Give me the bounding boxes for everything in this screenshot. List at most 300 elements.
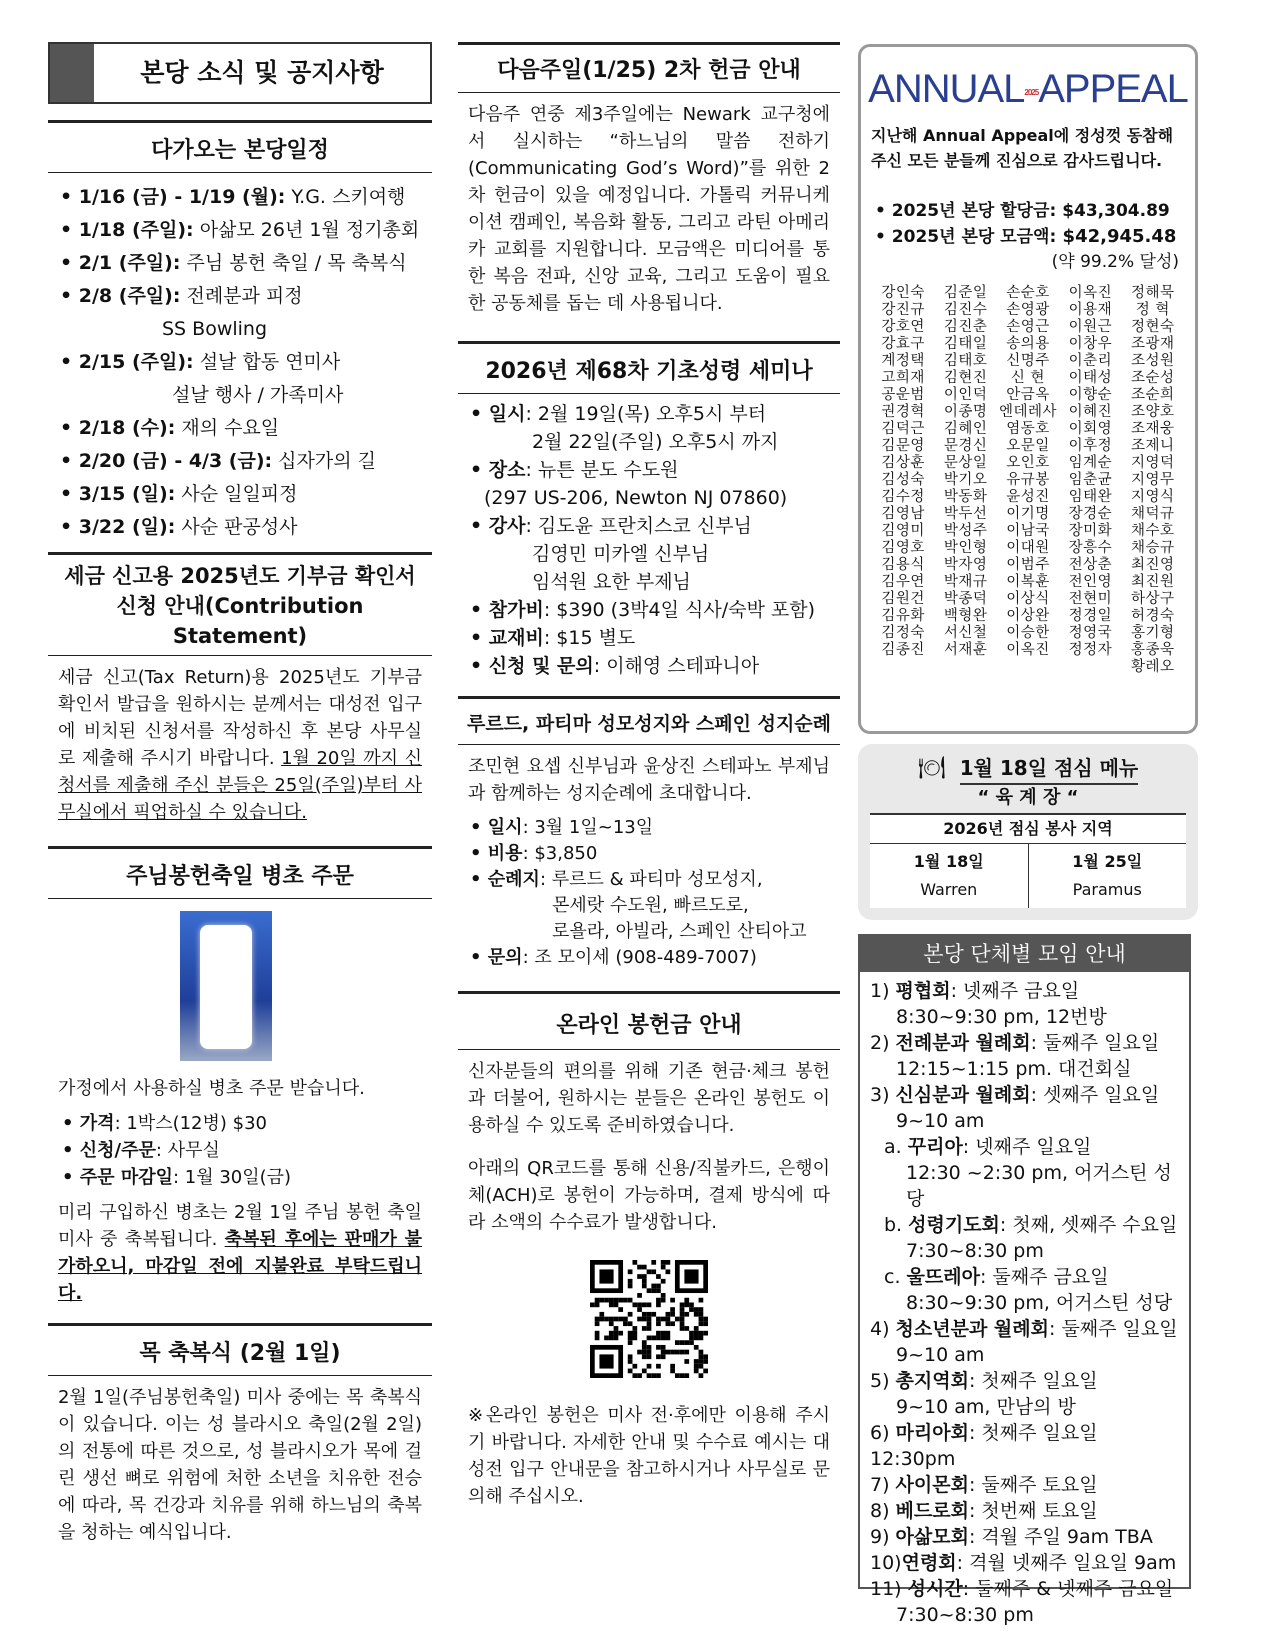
donor-name: 신 현 xyxy=(1010,370,1046,386)
donor-name: 전인영 xyxy=(1068,574,1113,590)
group-number: c. xyxy=(884,1266,907,1288)
group-row xyxy=(870,1316,1179,1342)
group-row xyxy=(870,1576,1179,1602)
group-name: 마리아회 xyxy=(895,1422,969,1444)
group-row xyxy=(870,1602,1179,1628)
detail-key: 신청 및 문의 xyxy=(488,655,594,677)
donor-name: 조순희 xyxy=(1131,387,1175,403)
candle-details xyxy=(48,1110,432,1191)
donor-name: 이상식 xyxy=(1006,591,1050,607)
donor-name: 김혜인 xyxy=(943,421,988,437)
group-number: 11) xyxy=(870,1578,908,1600)
schedule-item xyxy=(60,214,432,247)
raised-value: $42,945.48 xyxy=(1056,226,1177,247)
detail-row xyxy=(458,867,840,893)
tax-title xyxy=(48,555,432,655)
donor-name: 정현숙 xyxy=(1131,319,1175,335)
group-name: 청소년분과 월례회 xyxy=(895,1318,1049,1340)
detail-row xyxy=(458,919,840,945)
donor-name: 임계순 xyxy=(1068,455,1113,471)
candle-item xyxy=(62,1110,432,1137)
schedule-bullet xyxy=(60,450,79,472)
dining-icon: 🍽 xyxy=(917,756,946,781)
group-name: 베드로회 xyxy=(895,1500,969,1522)
schedule-item xyxy=(60,346,432,379)
donor-name: 신명주 xyxy=(1006,353,1050,369)
schedule-date: 3/15 (일): xyxy=(78,483,176,505)
detail-row xyxy=(458,841,840,867)
bullet xyxy=(62,1113,80,1134)
group-name: 성시간 xyxy=(907,1578,963,1600)
group-row xyxy=(870,1550,1179,1576)
tax-title-line2: 신청 안내(Contribution Statement) xyxy=(116,594,364,648)
schedule-item xyxy=(60,445,432,478)
bullet xyxy=(470,817,488,838)
detail-key: 순례지 xyxy=(487,869,540,890)
detail-row xyxy=(458,484,840,512)
tax-body-underlined: 1월 20일 까지 신청서를 제출해 주신 분들은 25일(주일)부터 사무실에서 픽업하실 수 있습니다. xyxy=(58,748,422,823)
appeal-thanks: 지난해 Annual Appeal에 정성껏 동참해 주신 모든 분들께 진심으로 감사드립니다. xyxy=(871,126,1174,170)
group-name: 사이몬회 xyxy=(895,1474,969,1496)
lunch-box xyxy=(858,744,1198,920)
detail-value: : 김도윤 프란치스코 신부님 xyxy=(525,515,752,537)
donor-name: 최진영 xyxy=(1131,557,1175,573)
donor-name: 강진규 xyxy=(881,302,925,318)
banner-accent xyxy=(50,44,94,102)
donor-name: 김태일 xyxy=(943,336,988,352)
group-number: 6) xyxy=(870,1422,896,1444)
logo-annual: ANNUAL xyxy=(868,67,1025,111)
donor-name: 장흥수 xyxy=(1068,540,1113,556)
tax-section xyxy=(48,552,432,834)
detail-key: 강사 xyxy=(488,515,526,537)
donor-name: 이혜진 xyxy=(1068,404,1113,420)
bullet xyxy=(470,869,488,890)
donor-name: 조광재 xyxy=(1131,336,1175,352)
schedule-bullet xyxy=(60,351,79,373)
donor-name: 김태호 xyxy=(943,353,988,369)
detail-row xyxy=(458,945,840,971)
schedule-title: 다가오는 본당일정 xyxy=(151,138,329,163)
schedule-item xyxy=(60,313,432,346)
schedule-text: 전례분과 피정 xyxy=(180,285,303,307)
online-p3: ※온라인 봉헌은 미사 전·후에만 이용해 주시기 바랍니다. 자세한 안내 및 수수료 예시는 대성전 입구 안내문을 참고하시거나 사무실로 문의해 주십시오. xyxy=(468,1405,830,1507)
donor-name: 김용식 xyxy=(881,557,925,573)
detail-value: : 이해영 스테파니아 xyxy=(593,655,760,677)
donor-name: 김영미 xyxy=(881,523,925,539)
donor-name: 이범주 xyxy=(1006,557,1050,573)
donor-name: 이원근 xyxy=(1068,319,1113,335)
group-name: 전례분과 월례회 xyxy=(895,1032,1031,1054)
donor-name: 강인숙 xyxy=(881,285,925,301)
groups-list xyxy=(860,972,1189,1634)
donor-name: 오문일 xyxy=(1006,438,1050,454)
pilgrimage-intro: 조민현 요셉 신부님과 윤상진 스테파노 부제님과 함께하는 성지순례에 초대합니다. xyxy=(468,756,830,804)
group-schedule: : 넷째주 금요일 xyxy=(950,980,1080,1002)
banner-title: 본당 소식 및 공지사항 xyxy=(140,58,384,87)
lunch-dish: “ 육 계 장 “ xyxy=(977,787,1079,808)
donor-name: 김원건 xyxy=(881,591,925,607)
detail-row xyxy=(458,400,840,428)
group-schedule: 8:30~9:30 pm, 어거스틴 성당 xyxy=(906,1292,1173,1314)
lunch-col xyxy=(870,844,1029,908)
group-schedule: 12:15~1:15 pm. 대건회실 xyxy=(896,1058,1132,1080)
candle-section xyxy=(48,846,432,1315)
schedule-text: 십자가의 길 xyxy=(272,450,376,472)
donor-name: 유규봉 xyxy=(1006,472,1050,488)
schedule-date: 2/8 (주일): xyxy=(78,285,181,307)
donor-name: 이춘리 xyxy=(1068,353,1113,369)
schedule-text: 설날 행사 / 가족미사 xyxy=(172,384,344,406)
donor-name: 정 혁 xyxy=(1135,302,1170,318)
donor-name: 박종덕 xyxy=(943,591,988,607)
lunch-table xyxy=(870,813,1186,908)
online-p1: 신자분들의 편의를 위해 기존 현금·체크 봉헌과 더불어, 원하시는 분들은 온라인 봉헌도 이용하실 수 있도록 준비하였습니다. xyxy=(468,1061,830,1136)
schedule-date: 2/15 (주일): xyxy=(78,351,194,373)
appeal-percent: (약 99.2% 달성) xyxy=(1051,252,1179,272)
assessment-label: 2025년 본당 할당금: xyxy=(891,201,1057,221)
lunch-date: 1월 18일 xyxy=(913,852,984,871)
schedule-text: 설날 합동 연미사 xyxy=(193,351,341,373)
logo-year: 2025 xyxy=(1024,88,1039,97)
group-number: 1) xyxy=(870,980,896,1002)
donor-name: 김진수 xyxy=(943,302,988,318)
group-schedule: : 첫째, 셋째주 수요일 xyxy=(999,1214,1178,1236)
lunch-header xyxy=(870,752,1186,785)
detail-value: : $15 별도 xyxy=(543,627,636,649)
group-row xyxy=(870,1368,1179,1394)
donor-name: 염동호 xyxy=(1006,421,1050,437)
candle-note xyxy=(48,1191,432,1315)
candle-item xyxy=(62,1164,432,1191)
bullet xyxy=(470,459,489,481)
donor-name: 김수정 xyxy=(881,489,925,505)
donor-name: 허경숙 xyxy=(1131,608,1175,624)
pilgrimage-details xyxy=(458,815,840,971)
schedule-bullet xyxy=(60,219,79,241)
group-schedule: : 격월 주일 9am TBA xyxy=(968,1526,1153,1548)
raised-line xyxy=(875,224,1185,250)
group-number: 4) xyxy=(870,1318,896,1340)
group-row xyxy=(870,1056,1179,1082)
detail-row xyxy=(458,815,840,841)
donor-name: 이인덕 xyxy=(943,387,988,403)
donor-name: 윤성진 xyxy=(1006,489,1050,505)
tax-body xyxy=(48,656,432,834)
tax-body-text: 세금 신고(Tax Return)용 2025년도 기부금 확인서 발급을 원하시는 분께서는 대성전 입구에 비치된 신청서를 작성하신 후 본당 사무실로 제출해 주시기 바랍니다. xyxy=(58,667,422,769)
schedule-date: 1/16 (금) - 1/19 (월): xyxy=(78,186,286,208)
donor-name: 이옥진 xyxy=(1006,642,1050,658)
detail-value: : $3,850 xyxy=(522,843,598,864)
group-number: 5) xyxy=(870,1370,896,1392)
detail-row xyxy=(458,624,840,652)
group-schedule: 8:30~9:30 pm, 12번방 xyxy=(896,1006,1107,1028)
donor-name: 이승한 xyxy=(1006,625,1050,641)
group-schedule: : 첫째주 일요일 xyxy=(968,1370,1098,1392)
detail-value: : 2월 19일(목) 오후5시 부터 xyxy=(525,403,767,425)
donor-name: 문경신 xyxy=(943,438,988,454)
appeal-figures xyxy=(861,173,1195,275)
group-number: 9) xyxy=(870,1526,896,1548)
detail-value: (297 US-206, Newton NJ 07860) xyxy=(484,487,788,509)
bullet xyxy=(470,655,489,677)
seminar-title: 2026년 제68차 기초성령 세미나 xyxy=(485,359,813,384)
schedule-item xyxy=(60,379,432,412)
donor-name: 지영식 xyxy=(1131,489,1175,505)
group-row xyxy=(870,1160,1179,1212)
schedule-bullet xyxy=(60,417,79,439)
detail-row xyxy=(458,652,840,680)
schedule-item xyxy=(60,412,432,445)
donor-name: 조성원 xyxy=(1131,353,1175,369)
seminar-section xyxy=(458,341,840,680)
group-row xyxy=(870,1238,1179,1264)
logo-appeal: APPEAL xyxy=(1038,67,1188,111)
donor-name: 김영남 xyxy=(881,506,925,522)
group-row xyxy=(870,1082,1179,1108)
donor-name: 조제니 xyxy=(1131,438,1175,454)
donor-name: 하상구 xyxy=(1131,591,1175,607)
donor-name: 장미화 xyxy=(1068,523,1113,539)
donor-name: 손순호 xyxy=(1006,285,1050,301)
schedule-bullet xyxy=(60,483,79,505)
donor-name: 문상일 xyxy=(943,455,988,471)
candle-item-value: : 1월 30일(금) xyxy=(173,1167,292,1188)
donor-name: 이회영 xyxy=(1068,421,1113,437)
group-number: 3) xyxy=(870,1084,896,1106)
donor-name: 채수호 xyxy=(1131,523,1175,539)
donor-name: 박인형 xyxy=(943,540,988,556)
detail-value: : 3월 1일~13일 xyxy=(522,817,654,838)
group-schedule: : 둘째주 토요일 xyxy=(968,1474,1098,1496)
donor-name: 서신철 xyxy=(943,625,988,641)
qr-code[interactable] xyxy=(590,1260,708,1378)
schedule-text: 아삶모 26년 1월 정기총회 xyxy=(193,219,420,241)
donor-name: 이대원 xyxy=(1006,540,1050,556)
group-row xyxy=(870,1212,1179,1238)
detail-value: : 루르드 & 파티마 성모성지, xyxy=(539,869,763,890)
group-name: 성령기도회 xyxy=(908,1214,1000,1236)
groups-box xyxy=(858,934,1191,1626)
donor-name xyxy=(998,659,1058,676)
group-name: 꾸리아 xyxy=(907,1136,963,1158)
detail-key: 문의 xyxy=(487,947,523,968)
detail-key: 일시 xyxy=(487,817,523,838)
donor-name: 임태완 xyxy=(1068,489,1113,505)
group-row xyxy=(870,1134,1179,1160)
donor-name xyxy=(1060,659,1120,676)
donor-name: 손영근 xyxy=(1006,319,1050,335)
groups-title: 본당 단체별 모임 안내 xyxy=(860,936,1189,972)
donor-name: 박재규 xyxy=(943,574,988,590)
bullet xyxy=(470,403,489,425)
group-number: 10) xyxy=(870,1552,902,1574)
lunch-table-title: 2026년 점심 봉사 지역 xyxy=(870,815,1186,844)
donor-name: 이종명 xyxy=(943,404,988,420)
donor-name: 홍종욱 xyxy=(1131,642,1175,658)
candle-item-key: 신청/주문 xyxy=(79,1140,156,1161)
schedule-bullet xyxy=(60,516,79,538)
donor-name: 지영무 xyxy=(1131,472,1175,488)
bullet xyxy=(470,599,489,621)
online-p2: 아래의 QR코드를 통해 신용/직불카드, 은행이체(ACH)로 봉헌이 가능하며, 결제 방식에 따라 소액의 수수료가 발생합니다. xyxy=(468,1158,830,1233)
detail-key: 참가비 xyxy=(488,599,544,621)
group-schedule: : 격월 넷째주 일요일 9am xyxy=(956,1552,1177,1574)
donor-name xyxy=(935,659,995,676)
schedule-text: Y.G. 스키여행 xyxy=(285,186,406,208)
detail-value: 임석원 요한 부제님 xyxy=(532,571,691,593)
candle-item xyxy=(62,1137,432,1164)
donor-name xyxy=(873,659,933,676)
donor-name: 전현미 xyxy=(1068,591,1113,607)
collection-title: 다음주일(1/25) 2차 헌금 안내 xyxy=(497,58,801,83)
donor-name: 김진춘 xyxy=(943,319,988,335)
throat-body: 2월 1일(주님봉헌축일) 미사 중에는 목 축복식이 있습니다. 이는 성 블라시오 축일(2월 2일)의 전통에 따른 것으로, 성 블라시오가 목에 걸린 생선 뼈로 위험에 처한 소년을 치유한 전승에 따라, 목 건강과 치유를 위해 하느님의 축복을 청하는 예식입니다. xyxy=(58,1387,422,1543)
schedule-bullet xyxy=(60,285,79,307)
group-row xyxy=(870,1394,1179,1420)
donor-name: 전상춘 xyxy=(1068,557,1113,573)
group-name: 연령회 xyxy=(901,1552,957,1574)
group-number: a. xyxy=(884,1136,908,1158)
donor-name: 이복훈 xyxy=(1006,574,1050,590)
schedule-text: 주님 봉헌 축일 / 목 축복식 xyxy=(180,252,407,274)
lunch-area: Warren xyxy=(920,880,978,899)
collection-section xyxy=(458,42,840,325)
group-schedule: : 첫째주 일요일 12:30pm xyxy=(870,1422,1098,1470)
group-schedule: : 셋째주 일요일 xyxy=(1030,1084,1160,1106)
donor-name: 김덕근 xyxy=(881,421,925,437)
candle-note-bold: 축복된 후에는 판매가 불가하오니, 마감일 전에 지불완료 부탁드립니다. xyxy=(58,1229,422,1304)
donor-name: 지영덕 xyxy=(1131,455,1175,471)
donor-name: 김문영 xyxy=(881,438,925,454)
group-schedule: : 둘째주 금요일 xyxy=(979,1266,1109,1288)
group-row xyxy=(870,1524,1179,1550)
group-number: 7) xyxy=(870,1474,896,1496)
candle-title: 주님봉헌축일 병초 주문 xyxy=(126,864,354,889)
schedule-item xyxy=(60,247,432,280)
detail-key: 비용 xyxy=(487,843,523,864)
right-column xyxy=(858,44,1198,1626)
donor-name: 서재훈 xyxy=(943,642,988,658)
schedule-date: 1/18 (주일): xyxy=(78,219,194,241)
group-number: b. xyxy=(884,1214,909,1236)
group-name: 총지역회 xyxy=(895,1370,969,1392)
donor-name: 박자영 xyxy=(943,557,988,573)
donor-name: 고희재 xyxy=(881,370,925,386)
donor-name: 김성숙 xyxy=(881,472,925,488)
donor-name: 백형완 xyxy=(943,608,988,624)
group-schedule: 9~10 am, 만남의 방 xyxy=(896,1396,1076,1418)
group-number: 2) xyxy=(870,1032,896,1054)
online-giving-section xyxy=(458,991,840,1518)
donor-name: 박기오 xyxy=(943,472,988,488)
lunch-title: 1월 18일 점심 메뉴 xyxy=(960,752,1139,785)
donor-name: 조양호 xyxy=(1131,404,1175,420)
bullet xyxy=(470,627,489,649)
group-schedule: : 첫번째 토요일 xyxy=(968,1500,1098,1522)
donor-name: 김상훈 xyxy=(881,455,925,471)
schedule-text: 재의 수요일 xyxy=(175,417,280,439)
donor-name: 박성주 xyxy=(943,523,988,539)
donor-name: 정영국 xyxy=(1068,625,1113,641)
donor-name: 김유화 xyxy=(881,608,925,624)
donor-name: 채승규 xyxy=(1131,540,1175,556)
bullet xyxy=(62,1140,80,1161)
seminar-details xyxy=(458,394,840,680)
donor-name: 김종진 xyxy=(881,642,925,658)
group-name: 울뜨레아 xyxy=(906,1266,980,1288)
donor-name: 공운범 xyxy=(881,387,925,403)
assessment-value: $43,304.89 xyxy=(1056,201,1170,221)
bullet xyxy=(62,1167,80,1188)
candle-intro: 가정에서 사용하실 병초 주문 받습니다. xyxy=(58,1078,365,1099)
tax-title-line1: 세금 신고용 2025년도 기부금 확인서 xyxy=(64,564,416,588)
group-row xyxy=(870,1108,1179,1134)
donor-name: 김준일 xyxy=(943,285,988,301)
detail-value: : $390 (3박4일 식사/숙박 포함) xyxy=(543,599,815,621)
donor-name: 김우연 xyxy=(881,574,925,590)
donor-name: 장경순 xyxy=(1068,506,1113,522)
pilgrimage-title: 루르드, 파티마 성모성지와 스페인 성지순례 xyxy=(466,713,832,735)
bullet xyxy=(470,947,488,968)
donor-name: 권경혁 xyxy=(881,404,925,420)
donor-name: 이기명 xyxy=(1006,506,1050,522)
pilgrimage-section xyxy=(458,696,840,971)
group-schedule: 7:30~8:30 pm xyxy=(906,1240,1044,1262)
lunch-col xyxy=(1029,844,1187,908)
schedule-list xyxy=(48,173,432,544)
detail-key: 일시 xyxy=(488,403,526,425)
group-row xyxy=(870,1290,1179,1316)
donor-name: 정정자 xyxy=(1068,642,1113,658)
detail-key: 장소 xyxy=(488,459,526,481)
schedule-item xyxy=(60,511,432,544)
raised-label: 2025년 본당 모금액: xyxy=(891,227,1057,247)
donor-name: 이남국 xyxy=(1006,523,1050,539)
lunch-table-cols xyxy=(870,844,1186,908)
throat-title: 목 축복식 (2월 1일) xyxy=(139,1341,341,1366)
donor-name: 최진원 xyxy=(1131,574,1175,590)
donor-name: 이상완 xyxy=(1006,608,1050,624)
left-column xyxy=(48,42,432,1554)
annual-appeal-box xyxy=(858,44,1198,734)
detail-row xyxy=(458,596,840,624)
donor-name: 김영호 xyxy=(881,540,925,556)
detail-key: 교재비 xyxy=(488,627,544,649)
donor-name: 박두선 xyxy=(943,506,988,522)
group-schedule: 9~10 am xyxy=(896,1344,985,1366)
group-row xyxy=(870,1472,1179,1498)
donor-name: 이옥진 xyxy=(1068,285,1113,301)
news-banner xyxy=(48,42,432,104)
schedule-section xyxy=(48,120,432,544)
bullet xyxy=(470,515,489,537)
group-schedule: 12:30 ~2:30 pm, 어거스틴 성당 xyxy=(906,1162,1172,1210)
detail-value: : 조 모이세 (908-489-7007) xyxy=(522,947,757,968)
group-schedule: : 넷째주 일요일 xyxy=(962,1136,1092,1158)
group-row xyxy=(870,1030,1179,1056)
donor-name: 박동화 xyxy=(943,489,988,505)
donor-name: 엔데레사 xyxy=(998,404,1057,420)
bullet xyxy=(470,843,488,864)
group-row xyxy=(870,978,1179,1004)
group-row xyxy=(870,1264,1179,1290)
group-schedule: 9~10 am xyxy=(896,1110,985,1132)
candle-image xyxy=(180,911,272,1061)
group-name: 평협회 xyxy=(895,980,951,1002)
group-name: 신심분과 월례회 xyxy=(895,1084,1031,1106)
throat-blessing-section xyxy=(48,1323,432,1554)
